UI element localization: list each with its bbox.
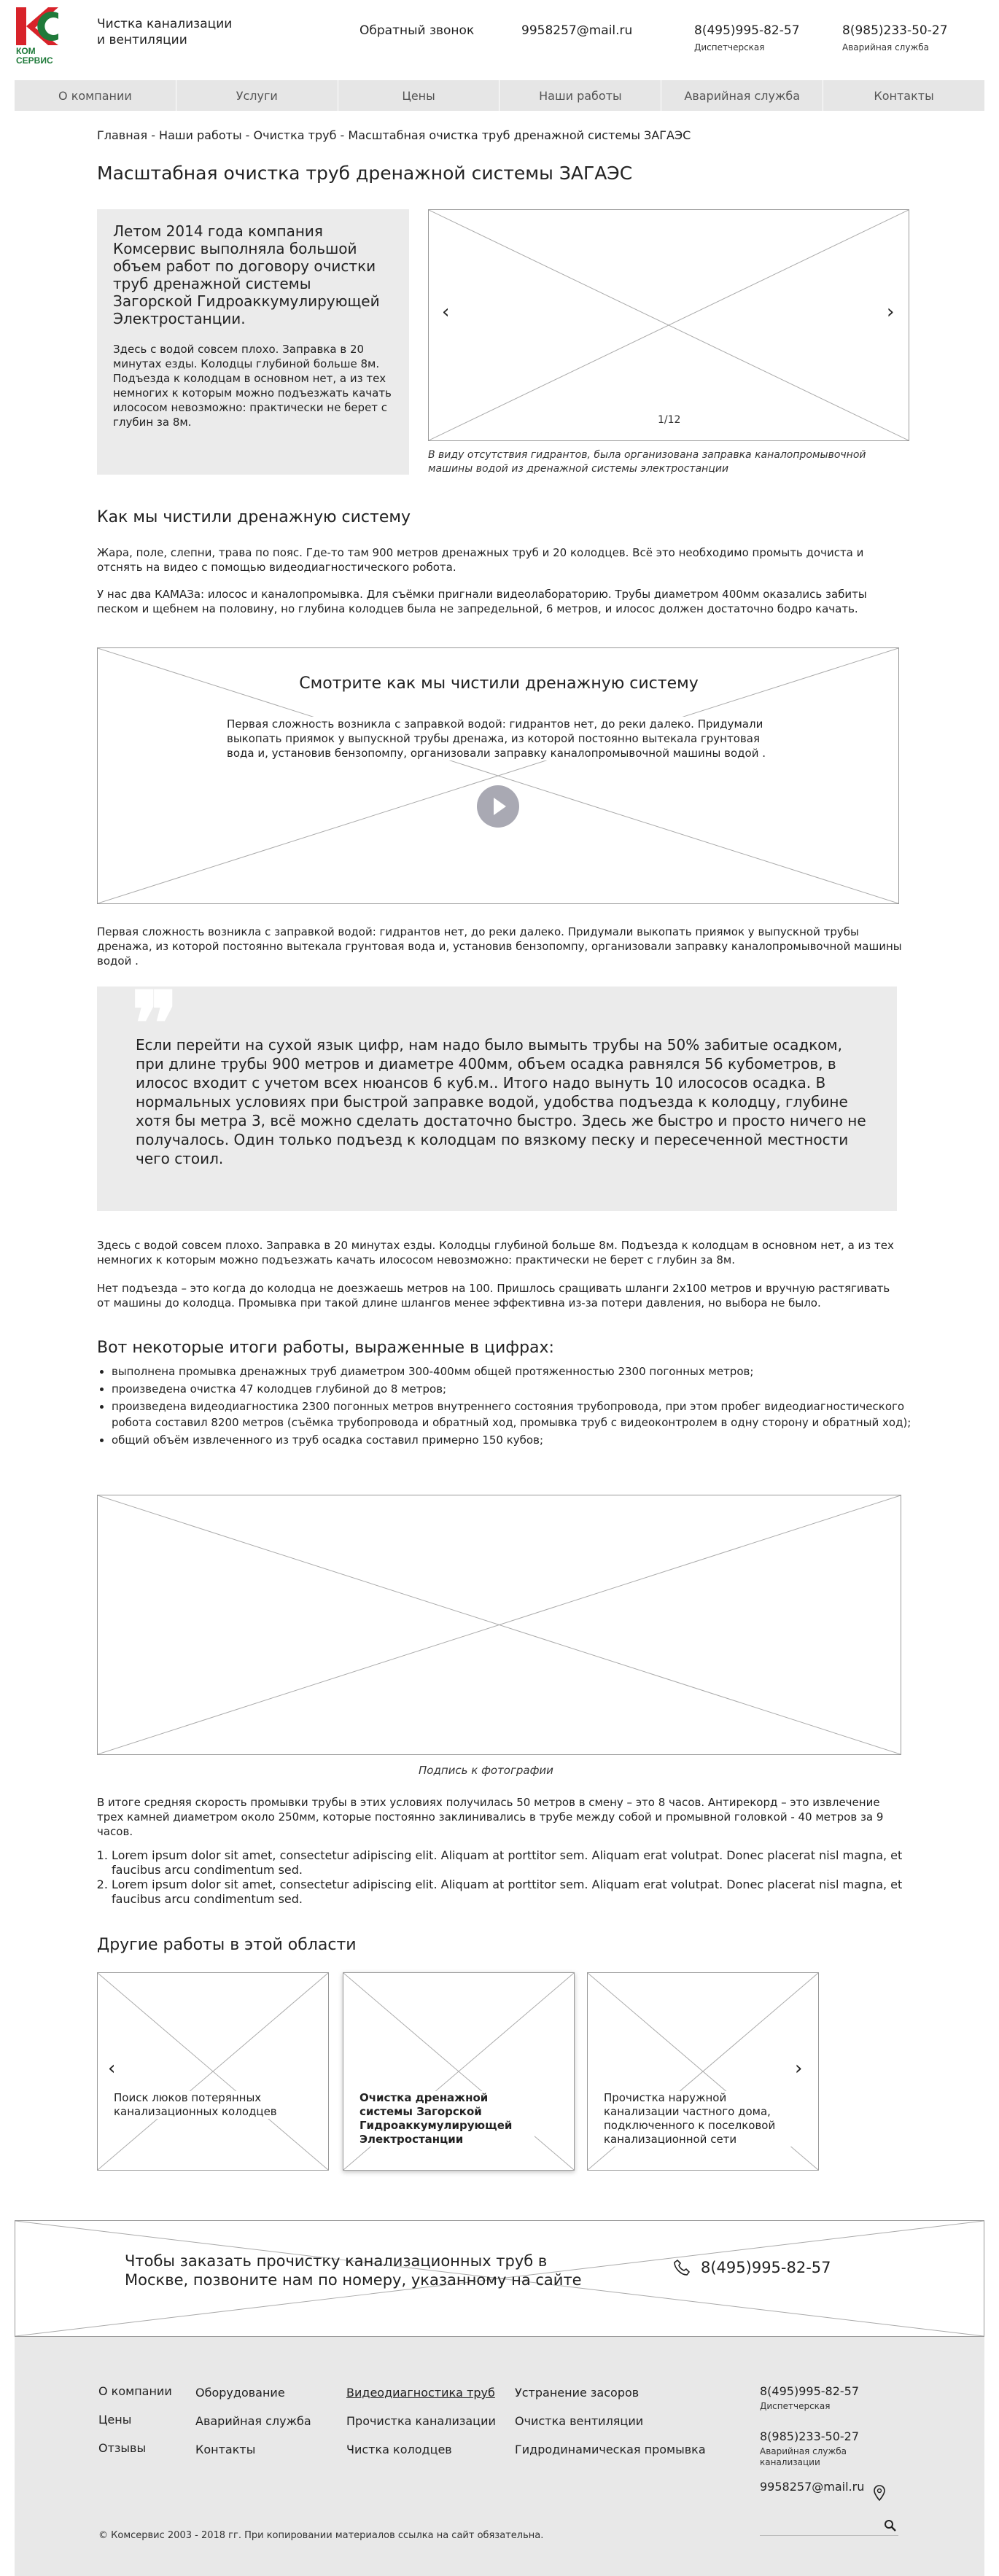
logo-text: КОМ СЕРВИС: [16, 46, 53, 66]
footer-col-2: [195, 2386, 311, 2456]
list-item: 2. Lorem ipsum dolor sit amet, consectetur adipiscing elit. Aliquam at porttitor sem. Aliquam erat volutpat. Donec placerat nisl magna, et faucibus arcu condimentum sed.: [112, 1877, 914, 1907]
search-icon[interactable]: [884, 2519, 897, 2532]
results-title: Вот некоторые итоги работы, выраженные в цифрах:: [97, 1339, 554, 1357]
section-paragraph: Жара, поле, слепни, трава по пояс. Где-то там 900 метров дренажных труб и 20 колодцев. Всё это необходимо промыть дочиста и отснять на видео с помощью видеодиагностического робота.: [97, 546, 864, 574]
nav-item-about[interactable]: О компании: [15, 80, 176, 111]
nav-item-works[interactable]: Наши работы: [500, 80, 661, 111]
intro-lead: Летом 2014 года компания Комсервис выполняла большой объем работ по договору очистки труб дренажной системы Загорской Гидроаккумулирующей Электростанции.: [113, 222, 380, 327]
image-placeholder-icon: [429, 210, 909, 440]
footer: [15, 2337, 984, 2576]
slider-counter: 1/12: [658, 414, 681, 426]
nav-item-emergency[interactable]: Аварийная служба: [661, 80, 823, 111]
list-item: • произведена очистка 47 колодцев глубиной до 8 метров;: [112, 1381, 914, 1397]
callback-link[interactable]: Обратный звонок: [359, 23, 475, 38]
footer-phone[interactable]: 8(495)995-82-57: [760, 2384, 860, 2398]
header-phone-dispatch: 8(495)995-82-57 Диспетчерская: [694, 23, 800, 52]
breadcrumb[interactable]: Главная - Наши работы - Очистка труб - Масштабная очистка труб дренажной системы ЗАГАЭС: [97, 128, 691, 142]
slider-next-arrow[interactable]: ›: [887, 301, 895, 323]
other-works-title: Другие работы в этой области: [97, 1936, 357, 1954]
image-placeholder-icon: [98, 1973, 328, 2170]
ordered-list: [97, 1848, 914, 1907]
footer-link[interactable]: Чистка колодцев: [346, 2443, 452, 2456]
cta-text: Чтобы заказать прочистку канализационных труб в Москве, позвоните нам по номеру, указанному на сайте: [125, 2252, 582, 2289]
carousel-prev-arrow[interactable]: ‹: [108, 2058, 116, 2079]
header-phone-emergency: 8(985)233-50-27 Аварийная служба: [842, 23, 948, 52]
video-follow-text: Первая сложность возникла с заправкой водой: гидрантов нет, до реки далеко. Придумали выкопать приямок у выпускной трубы дренажа, из которой постоянно вытекала грунтовая вода и, установив бензопомпу, организовали заправку каналопромывочной машины водой .: [97, 925, 902, 968]
after-quote-paragraph: Здесь с водой совсем плохо. Заправка в 20 минутах езды. Колодцы глубиной больше 8м. Подъезда к колодцам в основном нет, а из тех немногих к которым можно подъезжать качать илососом невозможно: практически не берет с глубин за 8м.: [97, 1239, 894, 1266]
photo-slider[interactable]: [428, 209, 909, 441]
work-card-title[interactable]: Очистка дренажной системы Загорской Гидроаккумулирующей Электростанции: [359, 2091, 535, 2147]
cta-banner: [15, 2220, 984, 2337]
footer-phone-label: Диспетчерская: [760, 2401, 831, 2411]
work-card[interactable]: [587, 1972, 819, 2171]
search-input[interactable]: [760, 2519, 898, 2536]
intro-text: Здесь с водой совсем плохо. Заправка в 20 минутах езды. Колодцы глубиной больше 8м. Подъезда к колодцам в основном нет, а из тех немногих к которым можно подъезжать качать илососом невозможно: практически не берет с глубин за 8м.: [113, 343, 392, 429]
copyright: © Комсервис 2003 - 2018 гг. При копировании материалов ссылка на сайт обязательна.: [98, 2530, 544, 2541]
intro-box: [97, 209, 409, 475]
site-name: Чистка канализации и вентиляции: [97, 17, 233, 47]
page-title: Масштабная очистка труб дренажной системы ЗАГАЭС: [97, 163, 633, 184]
footer-link[interactable]: Контакты: [195, 2443, 256, 2456]
footer-link[interactable]: Аварийная служба: [195, 2414, 311, 2428]
list-item: • произведена видеодиагностика 2300 погонных метров внутреннего состояния трубопровода, при этом пробег видеодиагностического робота составил 8200 метров (съёмка трубопровода и обратный ход, промывка труб с видеоконтролем в одну сторону и обратный ход);: [112, 1398, 914, 1431]
slider-caption: В виду отсутствия гидрантов, была организована заправка каналопромывочной машины водой из дренажной системы электростанции: [428, 449, 866, 475]
work-card[interactable]: [97, 1972, 329, 2171]
footer-link[interactable]: Оборудование: [195, 2386, 285, 2400]
quote-text: Если перейти на сухой язык цифр, нам надо было вымыть трубы на 50% забитые осадком, при длине трубы 900 метров и диаметре 400мм, объем осадка равнялся 56 кубометров, в илосос входит с учетом всех нюансов 6 куб.м.. Итого надо вынуть 10 илососов осадка. В нормальных условиях при быстрой заправке водой, удобства подъезда к колодцу, глубине хотя бы метра 3, всё можно сделать достаточно быстро. Здесь же быстро и просто ничего не получалось. Один только подъезд к колодцам по вязкому песку и пересеченной местности чего стоил.: [136, 1036, 866, 1167]
video-player[interactable]: [97, 647, 899, 904]
footer-link[interactable]: Гидродинамическая промывка: [515, 2443, 706, 2456]
footer-link[interactable]: О компании: [98, 2384, 172, 2398]
nav-item-services[interactable]: Услуги: [176, 80, 338, 111]
play-icon[interactable]: [477, 785, 519, 828]
footer-link[interactable]: Цены: [98, 2413, 132, 2427]
results-list: [97, 1363, 914, 1450]
summary-paragraph: В итоге средняя скорость промывки трубы в этих условиях получилась 50 метров в смену – это 8 часов. Антирекорд – это извлечение трех камней диаметром около 250мм, которые постоянно заклинивались в трубе между собой и промывной головкой - 40 метров за 9 часов.: [97, 1796, 884, 1838]
section-title: Как мы чистили дренажную систему: [97, 508, 411, 526]
section-paragraph: У нас два КАМАЗа: илосос и каналопромывка. Для съёмки пригнали видеолабораторию. Трубы диаметром 400мм оказались забиты песком и щебнем на половину, но глубина колодцев была не запредельной, 6 метров, и илосос должен достаточно бодро качать.: [97, 588, 867, 615]
image-placeholder-icon: [98, 1495, 901, 1754]
after-quote-paragraph: Нет подъезда – это когда до колодца не доезжаешь метров на 100. Пришлось сращивать шланги 2х100 метров и вручную растягивать от машины до колодца. Промывка при такой длине шлангов менее эффективна из-за потери давления, но выбора не было.: [97, 1282, 890, 1310]
footer-email[interactable]: 9958257@mail.ru: [760, 2480, 865, 2494]
work-card-title[interactable]: Поиск люков потерянных канализационных колодцев: [114, 2091, 318, 2119]
footer-contacts: [760, 2384, 891, 2494]
footer-col-3: [346, 2386, 496, 2456]
list-item: • общий объём извлеченного из труб осадка составил примерно 150 кубов;: [112, 1432, 914, 1448]
footer-link[interactable]: Устранение засоров: [515, 2386, 640, 2400]
work-card-title[interactable]: Прочистка наружной канализации частного дома, подключенного к поселковой канализационной сети: [604, 2091, 793, 2147]
work-card-active[interactable]: [343, 1972, 575, 2171]
footer-link[interactable]: Видеодиагностика труб: [346, 2386, 495, 2400]
video-description: Первая сложность возникла с заправкой водой: гидрантов нет, до реки далеко. Придумали выкопать приямок у выпускной трубы дренажа, из которой постоянно вытекала грунтовая вода и, установив бензопомпу, организовали заправку каналопромывочной машины водой .: [227, 717, 781, 760]
site-logo[interactable]: [16, 7, 67, 71]
footer-link[interactable]: Отзывы: [98, 2441, 147, 2455]
nav-item-contacts[interactable]: Контакты: [874, 88, 934, 103]
video-title: Смотрите как мы чистили дренажную систему: [299, 674, 699, 693]
quote-mark-icon: ❞: [131, 973, 179, 1075]
nav-item-prices[interactable]: Цены: [338, 80, 500, 111]
location-pin-icon[interactable]: [874, 2485, 885, 2501]
phone-icon: [673, 2259, 691, 2276]
footer-phone[interactable]: 8(985)233-50-27: [760, 2429, 860, 2443]
cta-phone[interactable]: 8(495)995-82-57: [701, 2259, 831, 2276]
slider-prev-arrow[interactable]: ‹: [442, 301, 450, 323]
footer-link[interactable]: Очистка вентиляции: [515, 2414, 644, 2428]
footer-link[interactable]: Прочистка канализации: [346, 2414, 496, 2428]
photo-caption: Подпись к фотографии: [419, 1764, 553, 1777]
carousel-next-arrow[interactable]: ›: [795, 2058, 803, 2079]
header-email[interactable]: 9958257@mail.ru: [521, 23, 633, 38]
main-nav: [15, 80, 984, 111]
footer-col-4: [515, 2386, 706, 2456]
list-item: • выполнена промывка дренажных труб диаметром 300-400мм общей протяженностью 2300 погонных метров;: [112, 1363, 914, 1380]
footer-phone-label: Аварийная служба канализации: [760, 2446, 847, 2467]
list-item: 1. Lorem ipsum dolor sit amet, consectetur adipiscing elit. Aliquam at porttitor sem. Aliquam erat volutpat. Donec placerat nisl magna, et faucibus arcu condimentum sed.: [112, 1848, 914, 1877]
photo: [97, 1495, 901, 1755]
footer-col-1: [98, 2384, 172, 2455]
